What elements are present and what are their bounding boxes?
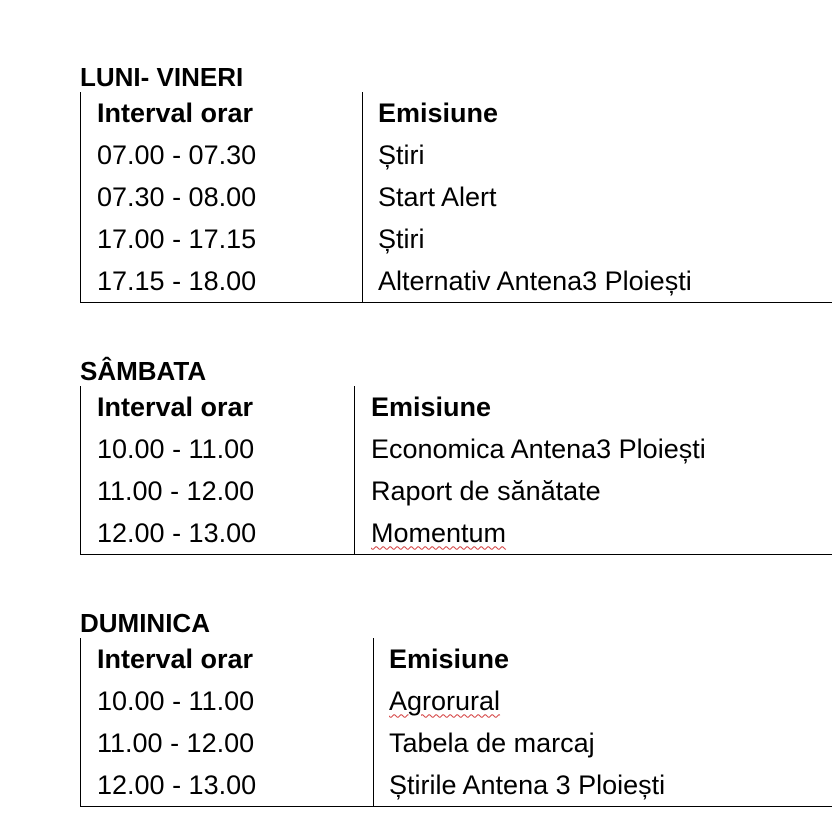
table-left-border [80,386,81,554]
time-cell: 07.00 - 07.30 [97,139,257,170]
show-cell: Economica Antena3 Ploiești [371,433,706,464]
table-header-row [80,638,832,680]
show-cell: Raport de sănătate [371,475,601,506]
show-cell [354,518,506,549]
table-left-border [80,638,81,806]
table-row [80,176,832,218]
show-cell: Tabela de marcaj [389,727,595,758]
table-column-divider [362,92,363,302]
show-cell: Știrile Antena 3 Ploiești [389,769,666,800]
schedule-table [80,92,832,303]
spellcheck-marked-text: Agrorural [389,685,501,716]
header-time: Interval orar [97,97,254,128]
time-cell: 17.00 - 17.15 [97,223,257,254]
table-column-divider [354,386,355,554]
header-show: Emisiune [371,391,492,422]
table-row [80,134,832,176]
header-show: Emisiune [389,643,510,674]
schedule-section-weekdays [80,62,832,303]
section-title: SÂMBATA [80,356,207,386]
time-cell: 17.15 - 18.00 [97,265,257,296]
time-cell: 11.00 - 12.00 [97,475,255,506]
schedule-table [80,638,832,807]
show-cell: Alternativ Antena3 Ploiești [378,265,692,296]
spellcheck-marked-text: Momentum [371,517,507,548]
schedule-section-sunday [80,608,832,807]
show-cell: Start Alert [378,181,497,212]
time-cell: 10.00 - 11.00 [97,433,255,464]
time-cell: 11.00 - 12.00 [97,727,255,758]
show-cell: Știri [378,223,425,254]
table-column-divider [373,638,374,806]
table-row [80,260,832,302]
table-row [80,512,832,554]
table-row [80,470,832,512]
section-title: DUMINICA [80,608,210,638]
schedule-table [80,386,832,555]
table-row [80,680,832,722]
header-time: Interval orar [97,391,254,422]
table-row [80,428,832,470]
table-left-border [80,92,81,302]
header-show: Emisiune [378,97,499,128]
header-time: Interval orar [97,643,254,674]
show-cell [373,686,500,717]
table-row [80,764,832,806]
show-cell: Știri [378,139,425,170]
time-cell: 12.00 - 13.00 [97,769,257,800]
table-row [80,218,832,260]
schedule-section-saturday [80,356,832,555]
time-cell: 07.30 - 08.00 [97,181,257,212]
table-row [80,722,832,764]
time-cell: 10.00 - 11.00 [97,685,255,716]
table-header-row [80,386,832,428]
section-title: LUNI- VINERI [80,62,244,92]
time-cell: 12.00 - 13.00 [97,517,257,548]
table-header-row [80,92,832,134]
